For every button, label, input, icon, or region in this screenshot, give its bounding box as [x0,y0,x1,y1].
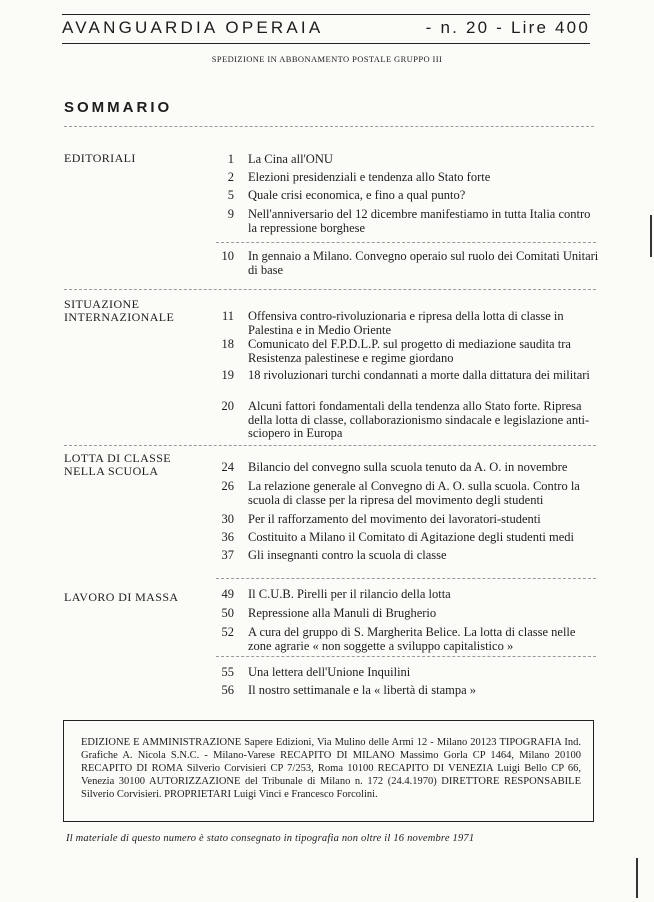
article-title: 18 rivoluzionari turchi condannati a morte dalla dittatura dei militari [248,368,590,382]
divider [216,656,596,657]
article-title: Repressione alla Manuli di Brugherio [248,606,437,620]
divider [64,126,594,127]
section-label: EDITORIALI [64,151,136,165]
page-number: 11 [221,309,234,323]
page-number: 56 [221,683,234,697]
page-number: 5 [227,188,234,202]
article-title: Bilancio del convegno sulla scuola tenuto da A. O. in novembre [248,460,568,474]
article-title: A cura del gruppo di S. Margherita Belice. La lotta di classe nelle zone agrarie « non soggette a sviluppo capitalistico » [248,625,576,653]
page-number: 49 [221,587,234,601]
article-title: Costituito a Milano il Comitato di Agitazione degli studenti medi [248,530,575,544]
divider [64,445,596,446]
section-label: LOTTA DI CLASSE NELLA SCUOLA [64,451,172,478]
section-label: SITUAZIONE INTERNAZIONALE [64,297,175,324]
article-title: La relazione generale al Convegno di A. O. sulla scuola. Contro la scuola di classe per la ripresa del movimento degli studenti [248,479,580,507]
page-number: 1 [227,152,234,166]
page-number: 50 [221,606,234,620]
article-title: La Cina all'ONU [248,152,333,166]
page-number: 18 [221,337,234,351]
page-number: 24 [221,460,234,474]
page-number: 10 [221,249,234,263]
article-title: Elezioni presidenziali e tendenza allo Stato forte [248,170,491,184]
article-title: Il C.U.B. Pirelli per il rilancio della lotta [248,587,451,601]
colophon-text: EDIZIONE E AMMINISTRAZIONE Sapere Edizioni, Via Mulino delle Armi 12 - Milano 20123 TIPOGRAFIA Ind. Grafiche A. Nicola S.N.C. - Milano-Varese RECAPITO DI MILANO Massimo Gorla CP 1464, Milano 20100 RECAPITO DI ROMA Silverio Corvisieri CP 7/253, Roma 10100 RECAPITO DI VENEZIA Luigi Bello CP 66, Venezia 30100 AUTORIZZAZIONE del Tribunale di Milano n. 172 (24.4.1970) DIRETTORE RESPONSABILE Silverio Corvisieri. PROPRIETARI Luigi Vinci e Francesco Forcolini. [81,737,581,800]
masthead-issue: - n. 20 - Lire 400 [425,18,590,37]
page-number: 20 [221,399,234,413]
article-title: Per il rafforzamento del movimento dei lavoratori-studenti [248,512,541,526]
section-label: LAVORO DI MASSA [64,590,179,604]
page-number: 30 [221,512,234,526]
article-title: In gennaio a Milano. Convegno operaio sul ruolo dei Comitati Unitari di base [248,249,599,277]
article-title: Gli insegnanti contro la scuola di classe [248,548,447,562]
article-title: Il nostro settimanale e la « libertà di stampa » [248,683,477,697]
page-number: 9 [227,207,234,221]
page-number: 19 [221,368,234,382]
masthead-top-rule [62,14,590,15]
colophon-box [63,720,594,822]
page-number: 2 [227,170,234,184]
article-title: Alcuni fattori fondamentali della tendenza allo Stato forte. Ripresa della lotta di classe, collaborazionismo sindacale e legislazione anti-sciopero in Europa [248,399,590,440]
scan-edge-mark [650,215,652,257]
article-title: Nell'anniversario del 12 dicembre manifestiamo in tutta Italia contro la repressione borghese [248,207,591,235]
page-number: 55 [221,665,234,679]
page-number: 26 [221,479,234,493]
masthead [62,18,590,38]
article-title: Offensiva contro-rivoluzionaria e ripresa della lotta di classe in Palestina e in Medio Oriente [248,309,564,337]
page-number: 52 [221,625,234,639]
page-number: 36 [221,530,234,544]
article-title: Comunicato del F.P.D.L.P. sul progetto di mediazione saudita tra Resistenza palestinese e regime giordano [248,337,571,365]
postal-notice: SPEDIZIONE IN ABBONAMENTO POSTALE GRUPPO III [211,54,443,64]
article-title: Quale crisi economica, e fino a qual punto? [248,188,466,202]
sommario-heading: SOMMARIO [64,99,173,116]
scan-edge-mark [636,858,638,898]
page-number: 37 [221,548,234,562]
footnote: Il materiale di questo numero è stato consegnato in tipografia non oltre il 16 novembre 1971 [66,833,475,844]
divider [216,578,596,579]
divider [216,242,596,243]
masthead-bottom-rule [62,43,590,44]
masthead-title: AVANGUARDIA OPERAIA [62,18,324,37]
divider [64,289,596,290]
article-title: Una lettera dell'Unione Inquilini [248,665,411,679]
